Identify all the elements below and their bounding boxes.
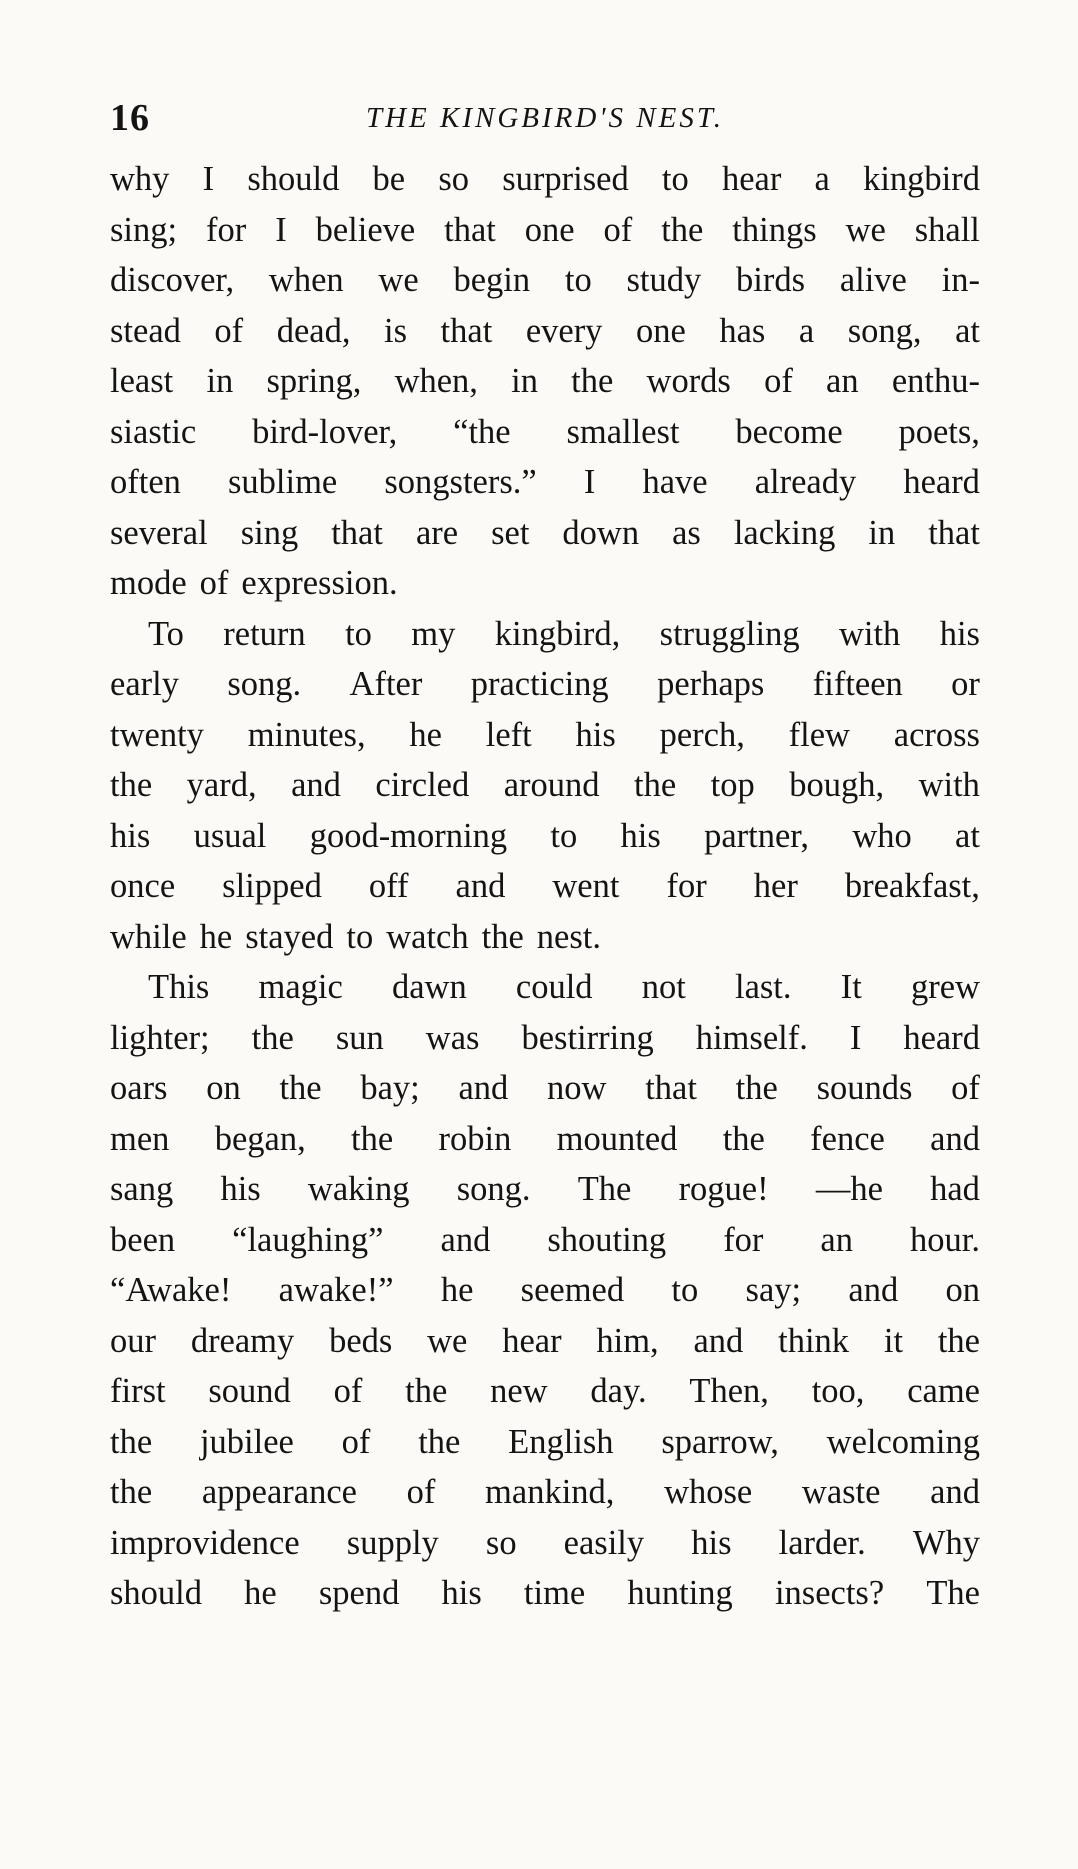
text-line: the appearance of mankind, whose waste and (110, 1473, 980, 1511)
text-line: stead of dead, is that every one has a song, at (110, 311, 980, 350)
text-line: least in spring, when, in the words of an enthu- (110, 362, 980, 400)
text-line: discover, when we begin to study birds alive in- (110, 261, 980, 299)
text-line: To return to my kingbird, struggling with his (148, 614, 980, 653)
text-line: several sing that are set down as lacking in that (110, 513, 980, 552)
text-line: sing; for I believe that one of the things we shall (110, 210, 980, 249)
running-title: THE KINGBIRD'S NEST. (365, 102, 725, 134)
text-line: siastic bird-lover, “the smallest become poets, (110, 412, 980, 451)
text-line: oars on the bay; and now that the sounds of (110, 1069, 980, 1107)
text-line: once slipped off and went for her breakfast, (110, 867, 980, 905)
page-header (110, 96, 980, 156)
text-line: been “laughing” and shouting for an hour. (110, 1220, 980, 1259)
text-line: men began, the robin mounted the fence and (110, 1119, 980, 1158)
text-line: This magic dawn could not last. It grew (148, 968, 980, 1006)
text-line: often sublime songsters.” I have already heard (110, 463, 980, 501)
body-text (110, 154, 980, 1619)
text-line: improvidence supply so easily his larder. Why (110, 1523, 980, 1562)
text-line: first sound of the new day. Then, too, came (110, 1372, 980, 1410)
text-line: early song. After practicing perhaps fifteen or (110, 665, 980, 703)
text-line: our dreamy beds we hear him, and think it the (110, 1321, 980, 1360)
text-line: lighter; the sun was bestirring himself. I heard (110, 1018, 980, 1057)
page-number: 16 (110, 97, 150, 139)
text-line: the jubilee of the English sparrow, welcoming (110, 1422, 980, 1461)
text-line: should he spend his time hunting insects? The (110, 1574, 980, 1612)
text-line: mode of expression. (110, 564, 398, 602)
text-line: sang his waking song. The rogue! —he had (110, 1170, 980, 1208)
text-line: his usual good-morning to his partner, who at (110, 816, 980, 855)
text-line: twenty minutes, he left his perch, flew across (110, 715, 980, 754)
text-line: the yard, and circled around the top bough, with (110, 766, 980, 804)
text-line: “Awake! awake!” he seemed to say; and on (110, 1271, 980, 1309)
text-line: why I should be so surprised to hear a kingbird (110, 160, 980, 198)
text-line: while he stayed to watch the nest. (110, 917, 601, 956)
